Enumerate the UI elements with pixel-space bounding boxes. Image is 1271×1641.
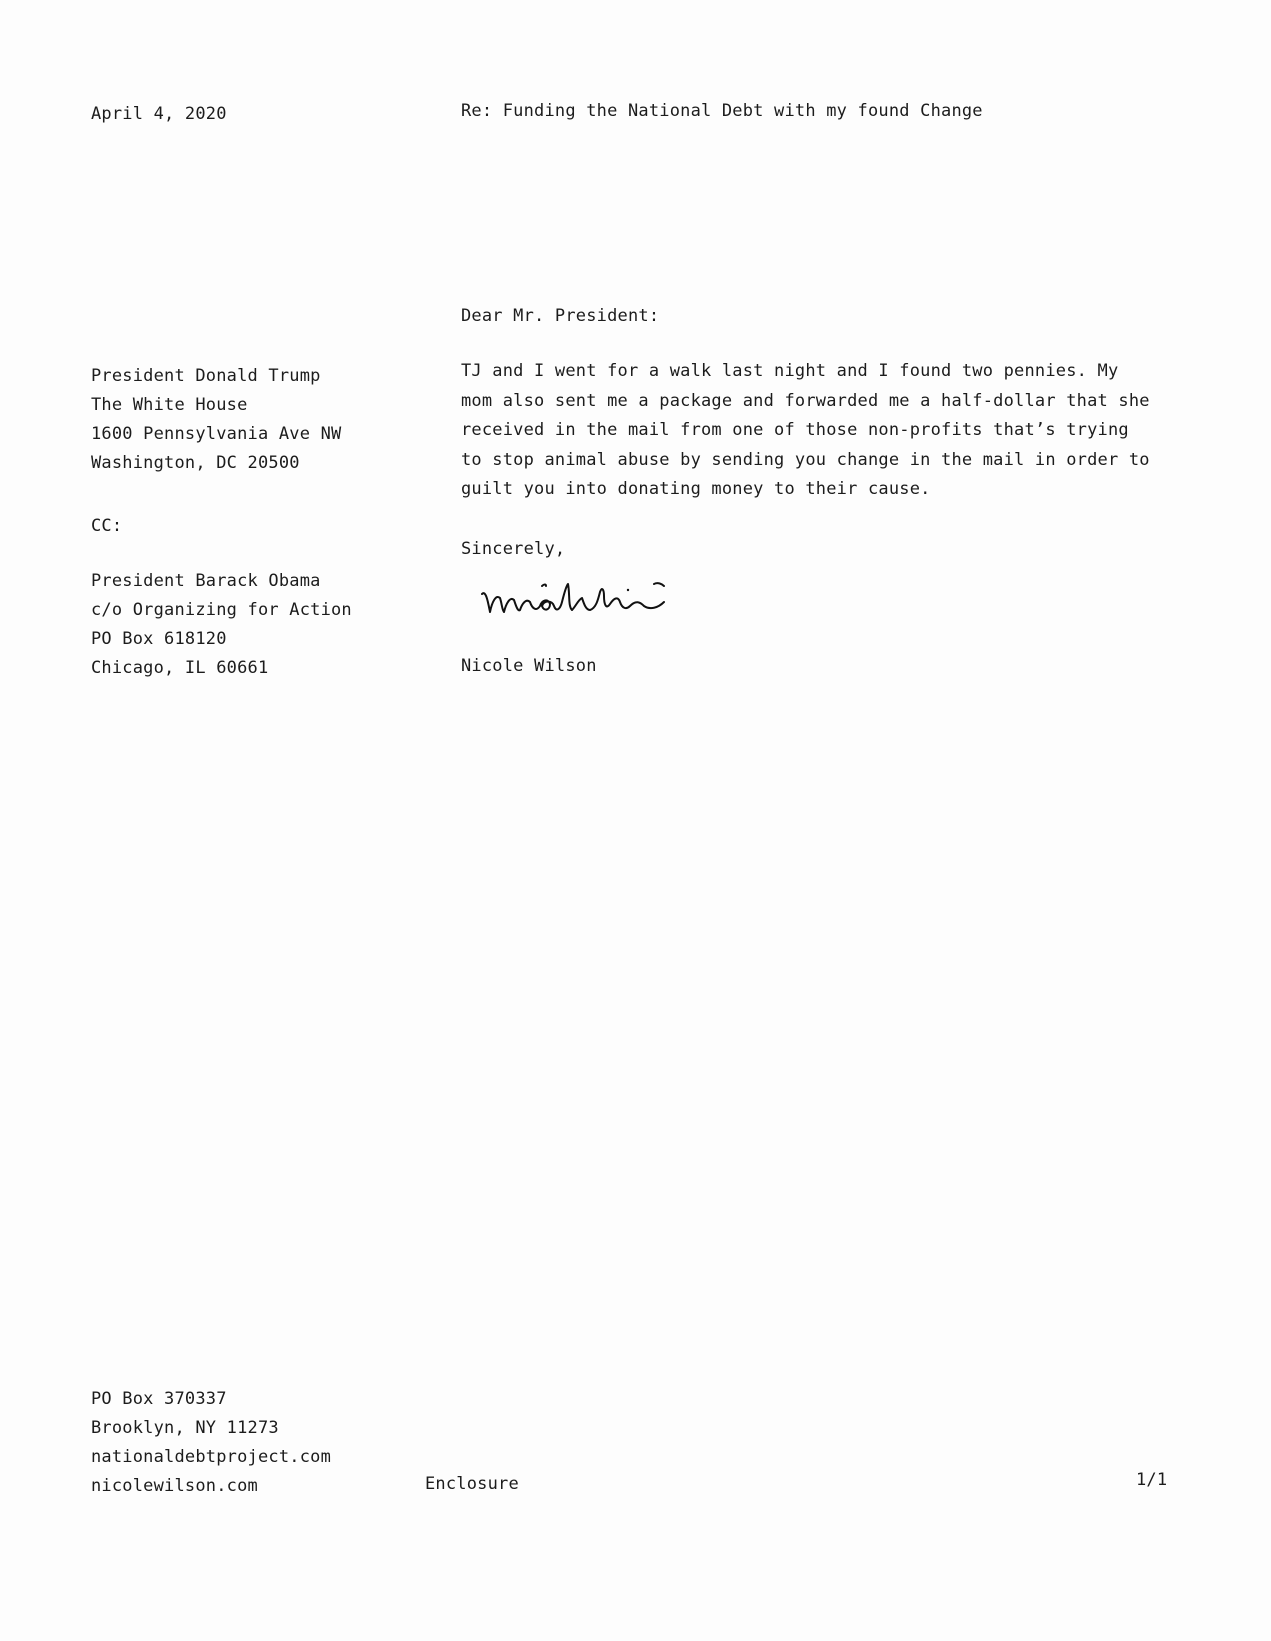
website-link: nationaldebtproject.com <box>91 1447 332 1467</box>
website-link: nicolewilson.com <box>91 1476 258 1496</box>
body-line: mom also sent me a package and forwarded me a half-dollar that she <box>461 390 1150 411</box>
return-address-line: Brooklyn, NY 11273 <box>91 1418 279 1438</box>
cc-recipient-address <box>91 567 352 683</box>
letter-date: April 4, 2020 <box>91 104 227 124</box>
handwritten-signature <box>478 572 758 622</box>
enclosure-note: Enclosure <box>425 1474 519 1494</box>
closing: Sincerely, <box>461 539 566 559</box>
return-address-line: PO Box 370337 <box>91 1389 227 1409</box>
body-line: to stop animal abuse by sending you change in the mail in order to <box>461 449 1150 470</box>
cc-recipient-line: PO Box 618120 <box>91 629 227 649</box>
recipient-line: 1600 Pennsylvania Ave NW <box>91 424 342 444</box>
cc-recipient-line: Chicago, IL 60661 <box>91 658 269 678</box>
recipient-name: President Donald Trump <box>91 366 321 386</box>
letter-body <box>461 357 1181 505</box>
letter-subject: Re: Funding the National Debt with my found Change <box>461 101 983 121</box>
body-line: received in the mail from one of those non-profits that’s trying <box>461 420 1129 440</box>
recipient-line: The White House <box>91 395 248 415</box>
recipient-address <box>91 362 341 478</box>
return-address <box>91 1385 331 1501</box>
recipient-line: Washington, DC 20500 <box>91 453 300 473</box>
salutation: Dear Mr. President: <box>461 306 660 326</box>
cc-recipient-line: c/o Organizing for Action <box>91 600 352 620</box>
sender-name: Nicole Wilson <box>461 656 597 676</box>
page-number: 1/1 <box>1136 1470 1168 1490</box>
body-line: guilt you into donating money to their cause. <box>461 479 931 499</box>
body-line: TJ and I went for a walk last night and I found two pennies. My <box>461 361 1119 381</box>
cc-label: CC: <box>91 516 123 536</box>
cc-recipient-name: President Barack Obama <box>91 571 321 591</box>
